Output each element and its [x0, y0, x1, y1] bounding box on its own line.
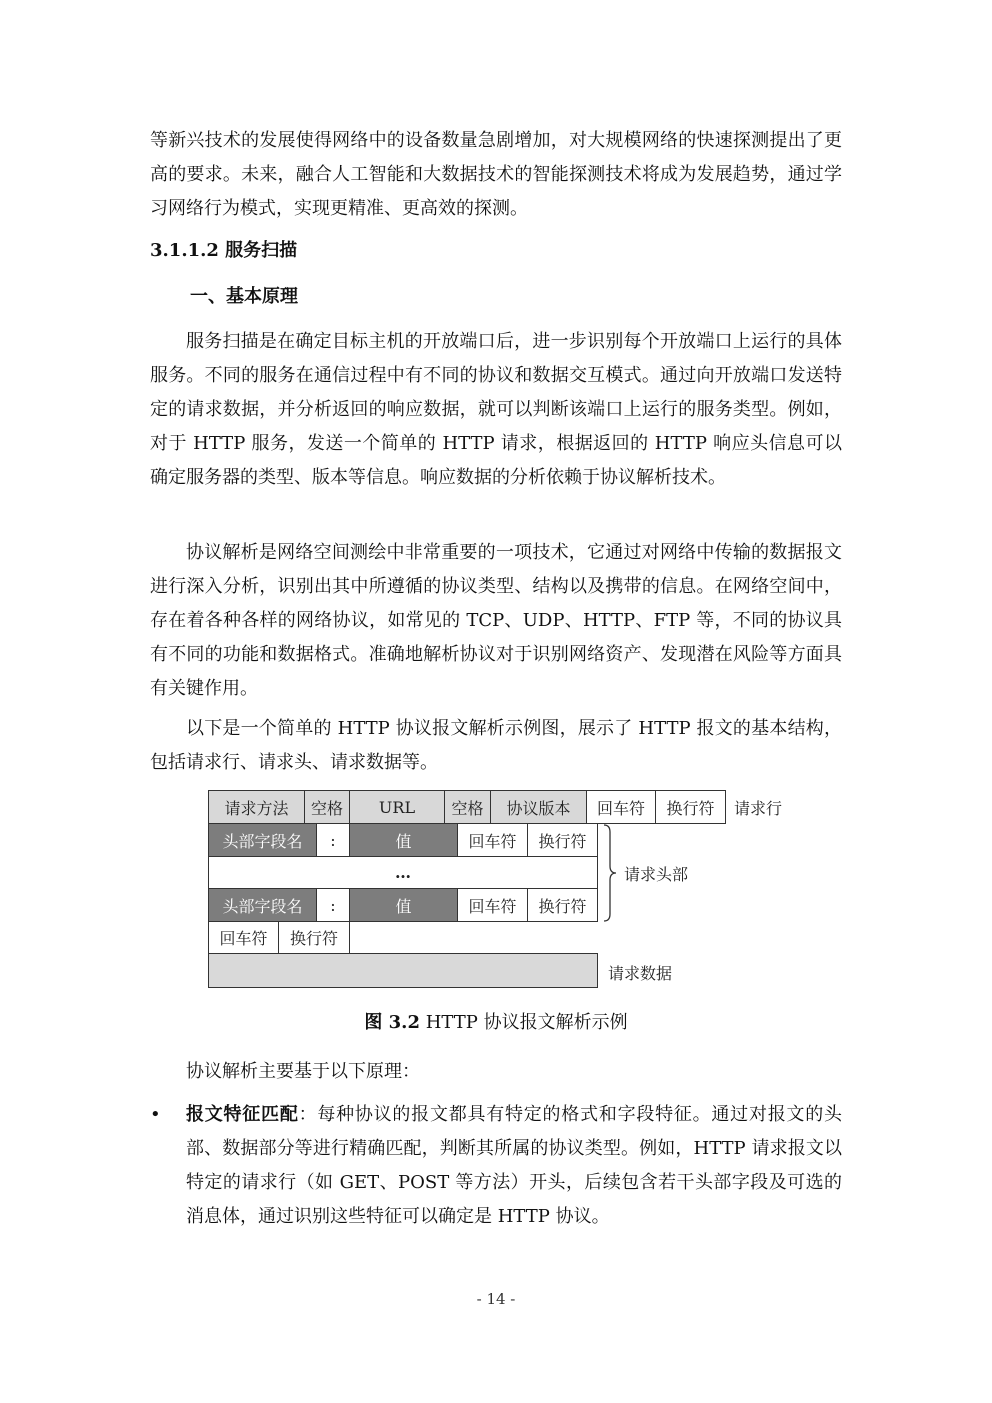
cell-protocol-version: 协议版本 [490, 790, 587, 824]
cell-header-colon-1: : [316, 823, 350, 857]
label-request-headers: 请求头部 [624, 865, 689, 884]
figure-caption [0, 1008, 992, 1038]
label-request-body: 请求数据 [608, 964, 673, 983]
paragraph-1 [150, 325, 842, 495]
figure-caption-text: HTTP 协议报文解析示例 [419, 1012, 628, 1033]
cell-header-ellipsis: … [208, 856, 598, 889]
bullet-dot-icon: • [150, 1104, 161, 1125]
cell-blank-cr: 回车符 [208, 921, 279, 954]
intro-text: 等新兴技术的发展使得网络中的设备数量急剧增加，对大规模网络的快速探测提出了更高的要求。未来，融合人工智能和大数据技术的智能探测技术将成为发展趋势，通过学习网络行为模式，实现更精准、更高效的探测。 [150, 130, 842, 219]
cell-header-lf-1: 换行符 [527, 823, 598, 857]
cell-header-colon-2: : [316, 888, 350, 922]
figure-number: 图 3.2 [364, 1012, 420, 1033]
paragraph-1-text: 服务扫描是在确定目标主机的开放端口后，进一步识别每个开放端口上运行的具体服务。不同的服务在通信过程中有不同的协议和数据交互模式。通过向开放端口发送特定的请求数据，并分析返回的响应数据，就可以判断该端口上运行的服务类型。例如，对于 HTTP 服务，发送一个简单的 HTTP 请求，根据返回的 HTTP 响应头信息可以确定服务器的类型、版本等信息。响应数据的分析依赖于协议解析技术。 [150, 331, 842, 488]
cell-header-cr-2: 回车符 [457, 888, 528, 922]
cell-space-2: 空格 [444, 790, 491, 824]
paragraph-2-text: 协议解析是网络空间测绘中非常重要的一项技术，它通过对网络中传输的数据报文进行深入分析，识别出其中所遵循的协议类型、结构以及携带的信息。在网络空间中，存在着各种各样的网络协议，如常见的 TCP、UDP、HTTP、FTP 等，不同的协议具有不同的功能和数据格式。准确地解析协议对于识别网络资产、发现潜在风险等方面具有关键作用。 [150, 542, 842, 699]
subsection-heading-block [150, 282, 842, 312]
bullet-1-text [186, 1098, 842, 1234]
bullet-1-body: ：每种协议的报文都具有特定的格式和字段特征。通过对报文的头部、数据部分等进行精确匹配，判断其所属的协议类型。例如，HTTP 请求报文以特定的请求行（如 GET、POST 等方法）开头，后续包含若干头部字段及可选的消息体，通过识别这些特征可以确定是 HTTP 协议。 [186, 1104, 843, 1227]
paragraph-3 [150, 712, 842, 780]
page-number: - 14 - [476, 1290, 516, 1308]
header-brace-icon [602, 824, 622, 922]
cell-request-line-lf: 换行符 [655, 790, 726, 824]
paragraph-4 [150, 1055, 842, 1089]
http-message-figure [206, 790, 806, 990]
cell-url: URL [349, 790, 445, 824]
cell-blank-lf: 换行符 [278, 921, 350, 954]
paragraph-3-text: 以下是一个简单的 HTTP 协议报文解析示例图，展示了 HTTP 报文的基本结构，包括请求行、请求头、请求数据等。 [150, 718, 842, 773]
cell-header-name-1: 头部字段名 [208, 823, 317, 857]
section-heading-block [150, 236, 842, 266]
bullet-1-term: 报文特征匹配 [186, 1104, 299, 1125]
cell-header-lf-2: 换行符 [527, 888, 598, 922]
cell-header-value-1: 值 [349, 823, 458, 857]
cell-request-line-cr: 回车符 [586, 790, 656, 824]
cell-request-body [208, 953, 598, 988]
paragraph-4-text: 协议解析主要基于以下原理： [186, 1061, 420, 1082]
cell-space-1: 空格 [304, 790, 350, 824]
cell-header-cr-1: 回车符 [457, 823, 528, 857]
label-request-line: 请求行 [734, 799, 783, 818]
cell-header-value-2: 值 [349, 888, 458, 922]
subsection-heading: 一、基本原理 [190, 286, 298, 307]
intro-paragraph [150, 124, 842, 226]
paragraph-2 [150, 536, 842, 706]
section-heading: 3.1.1.2 服务扫描 [150, 240, 298, 261]
bullet-item-1 [150, 1098, 842, 1234]
cell-request-method: 请求方法 [208, 790, 305, 824]
cell-header-name-2: 头部字段名 [208, 888, 317, 922]
